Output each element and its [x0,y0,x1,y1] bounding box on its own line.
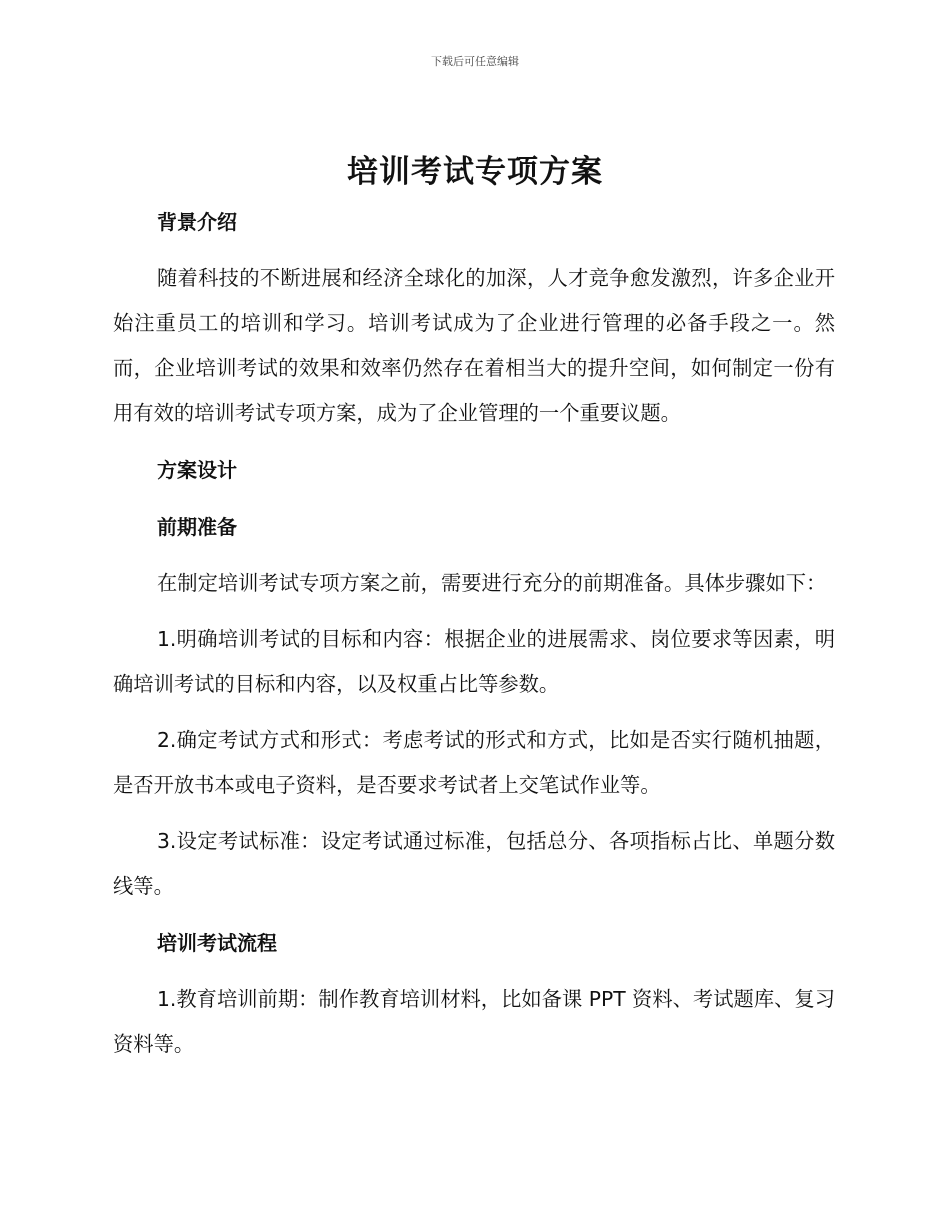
section-heading-design: 方案设计 [157,458,237,482]
subsection-heading-preparation: 前期准备 [157,515,237,539]
list-item-preparation-1: 1.明确培训考试的目标和内容：根据企业的进展需求、岗位要求等因素，明确培训考试的目标和内容，以及权重占比等参数。 [113,627,835,696]
subsection-heading-flow: 培训考试流程 [157,931,277,955]
section-heading-background: 背景介绍 [157,210,237,234]
document-title: 培训考试专项方案 [347,154,603,190]
paragraph-preparation-intro: 在制定培训考试专项方案之前，需要进行充分的前期准备。具体步骤如下： [157,571,827,595]
paragraph-background: 随着科技的不断进展和经济全球化的加深，人才竞争愈发激烈，许多企业开始注重员工的培训和学习。培训考试成为了企业进行管理的必备手段之一。然而，企业培训考试的效果和效率仍然存在着相当大的提升空间，如何制定一份有用有效的培训考试专项方案，成为了企业管理的一个重要议题。 [113,266,835,425]
list-item-preparation-2: 2.确定考试方式和形式：考虑考试的形式和方式，比如是否实行随机抽题，是否开放书本或电子资料，是否要求考试者上交笔试作业等。 [113,728,835,797]
list-item-preparation-3: 3.设定考试标准：设定考试通过标准，包括总分、各项指标占比、单题分数线等。 [113,829,835,898]
page-header-note: 下载后可任意编辑 [431,55,519,68]
list-item-flow-1: 1.教育培训前期：制作教育培训材料，比如备课 PPT 资料、考试题库、复习资料等。 [113,987,835,1056]
document-body [113,199,835,1078]
